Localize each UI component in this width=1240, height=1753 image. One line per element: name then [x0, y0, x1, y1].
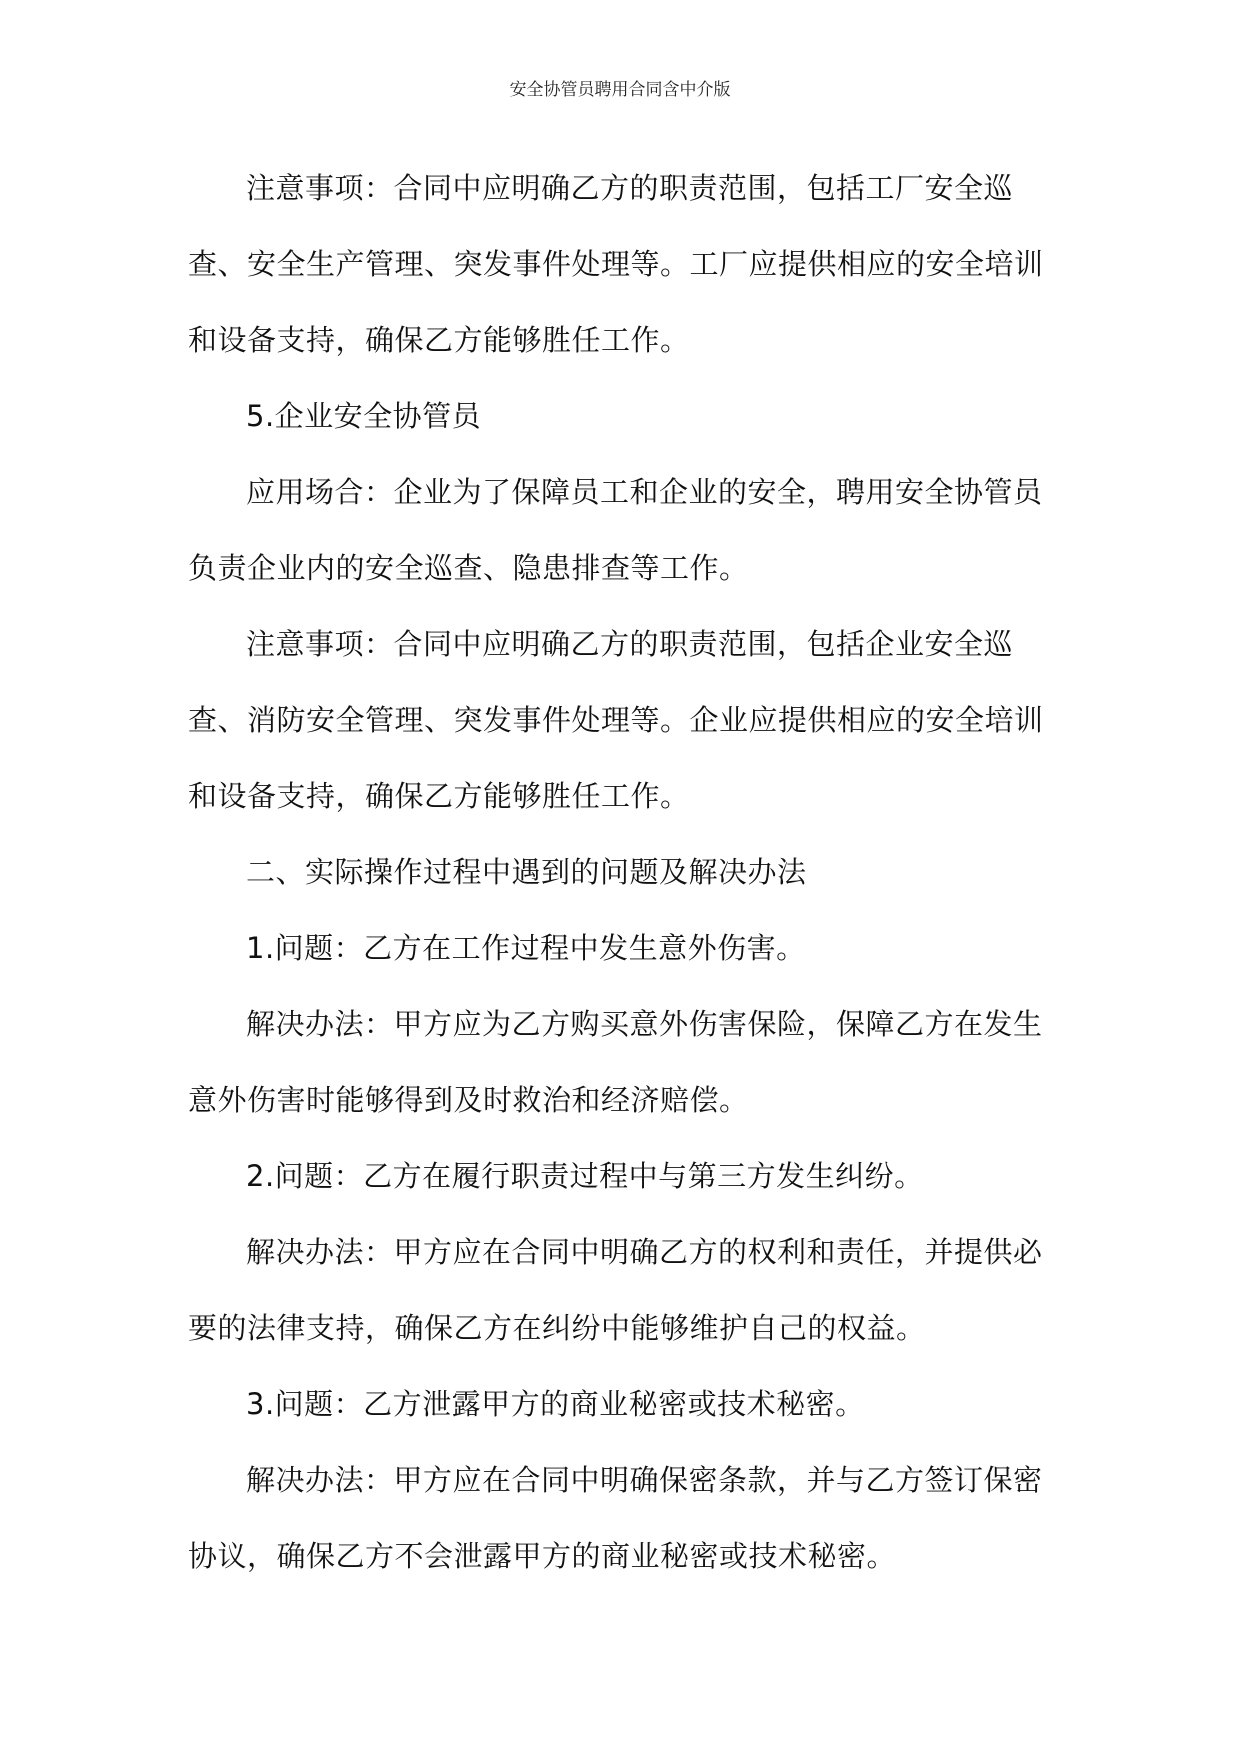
solution-2: 解决办法：甲方应在合同中明确乙方的权利和责任，并提供必要的法律支持，确保乙方在纠纷中能够维护自己的权益。	[188, 1235, 1043, 1345]
solution-3: 解决办法：甲方应在合同中明确保密条款，并与乙方签订保密协议，确保乙方不会泄露甲方的商业秘密或技术秘密。	[188, 1463, 1043, 1573]
paragraph-enterprise-application: 应用场合：企业为了保障员工和企业的安全，聘用安全协管员负责企业内的安全巡查、隐患排查等工作。	[188, 475, 1043, 585]
paragraph-enterprise-notes: 注意事项：合同中应明确乙方的职责范围，包括企业安全巡查、消防安全管理、突发事件处理等。企业应提供相应的安全培训和设备支持，确保乙方能够胜任工作。	[188, 627, 1044, 813]
body-text	[188, 150, 1048, 1594]
problem-3: 3.问题：乙方泄露甲方的商业秘密或技术秘密。	[246, 1387, 865, 1421]
problem-1: 1.问题：乙方在工作过程中发生意外伤害。	[246, 931, 806, 965]
solution-1: 解决办法：甲方应为乙方购买意外伤害保险，保障乙方在发生意外伤害时能够得到及时救治和经济赔偿。	[188, 1007, 1043, 1117]
running-header: 安全协管员聘用合同含中介版	[509, 80, 731, 100]
section-heading-problems-solutions: 二、实际操作过程中遇到的问题及解决办法	[246, 855, 807, 889]
heading-enterprise-safety-assistant: 5.企业安全协管员	[246, 399, 482, 433]
paragraph-factory-notes: 注意事项：合同中应明确乙方的职责范围，包括工厂安全巡查、安全生产管理、突发事件处理等。工厂应提供相应的安全培训和设备支持，确保乙方能够胜任工作。	[188, 171, 1044, 357]
problem-2: 2.问题：乙方在履行职责过程中与第三方发生纠纷。	[246, 1159, 924, 1193]
